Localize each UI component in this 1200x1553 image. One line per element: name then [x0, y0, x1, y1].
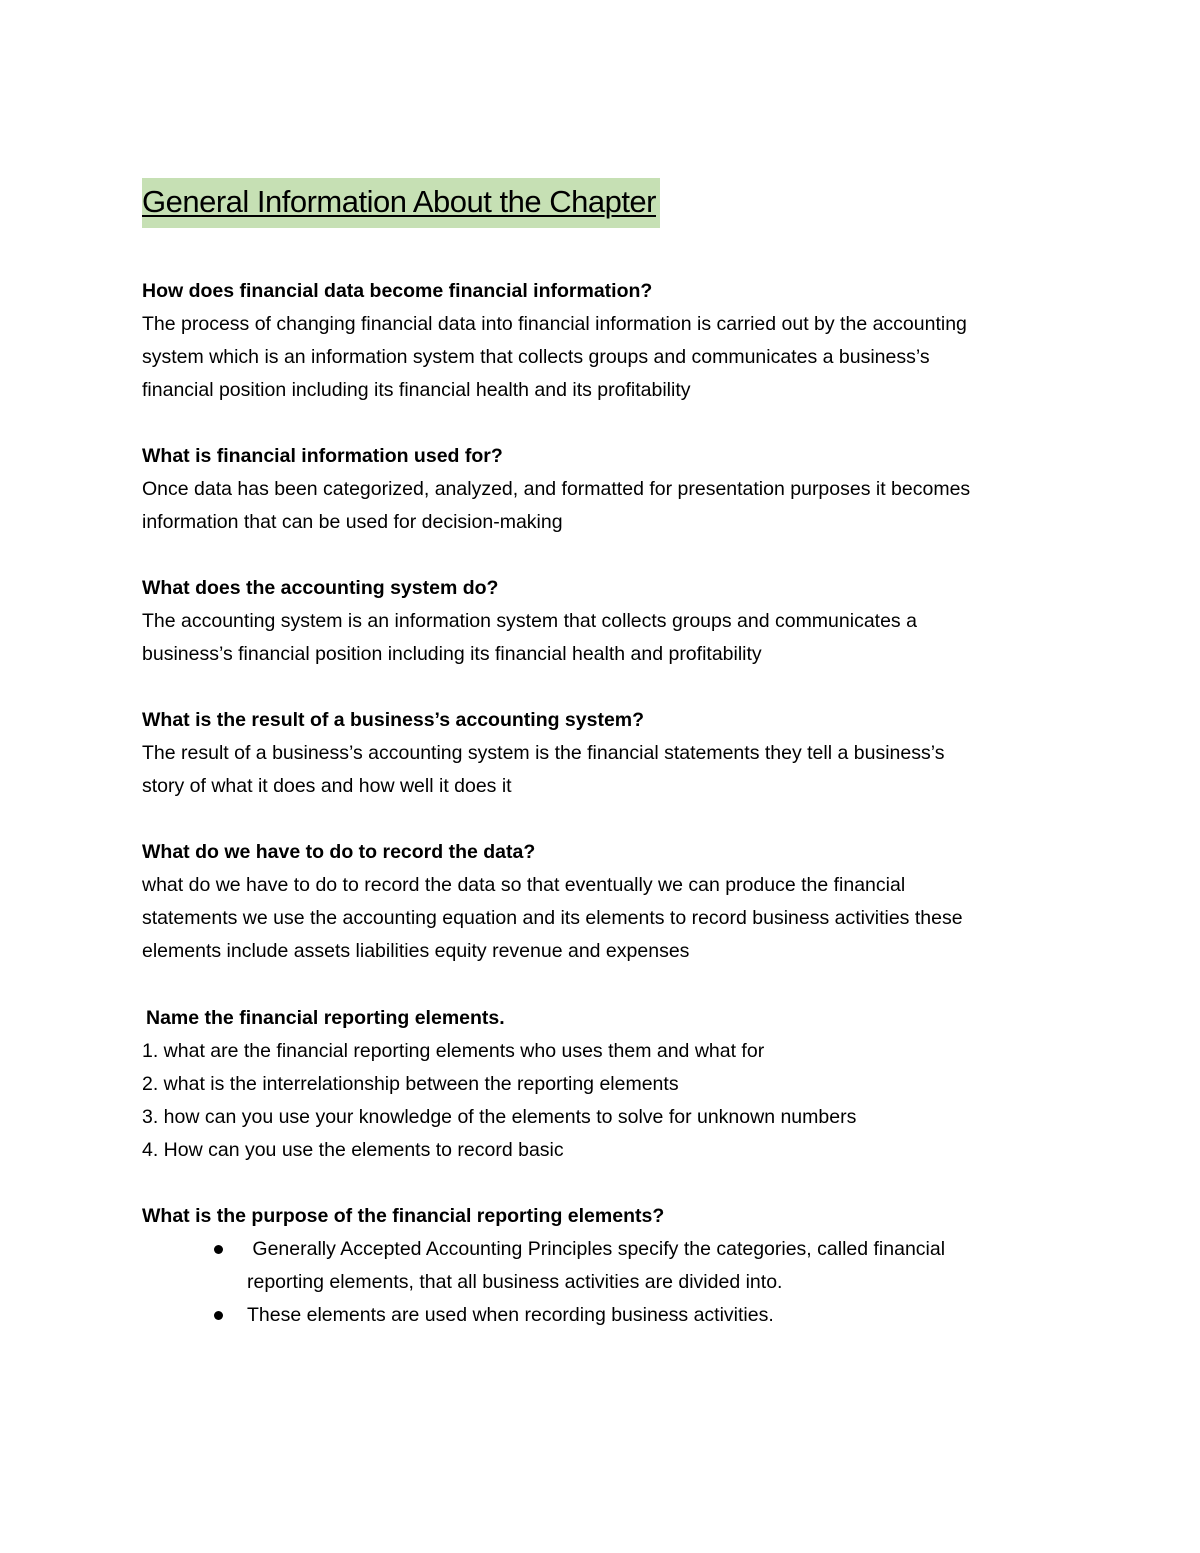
answer-line: elements include assets liabilities equity revenue and expenses: [142, 940, 690, 962]
answer-line: The result of a business’s accounting system is the financial statements they tell a business’s: [142, 742, 945, 764]
bullet-icon: [214, 1311, 223, 1320]
bullet-item: [247, 1299, 1082, 1332]
question-heading: What is financial information used for?: [142, 445, 503, 467]
elements-section: [142, 1002, 1082, 1167]
page-title: General Information About the Chapter: [142, 178, 660, 228]
bullet-item: [247, 1233, 1082, 1299]
spacer: [142, 407, 1082, 440]
question-heading: What do we have to do to record the data?: [142, 841, 536, 863]
numbered-list: [142, 1035, 1082, 1167]
question-heading: What does the accounting system do?: [142, 577, 499, 599]
answer-line: The accounting system is an information system that collects groups and communicates a: [142, 610, 917, 632]
question-heading: What is the purpose of the financial reporting elements?: [142, 1205, 665, 1227]
question-heading: Name the financial reporting elements.: [146, 1007, 505, 1029]
answer-line: information that can be used for decision-making: [142, 511, 563, 533]
spacer: [142, 803, 1082, 836]
spacer: [142, 228, 1082, 275]
answer-line: what do we have to do to record the data so that eventually we can produce the financial: [142, 874, 906, 896]
bullet-line: These elements are used when recording business activities.: [247, 1304, 774, 1326]
qa-section: [142, 704, 1082, 803]
spacer: [142, 539, 1082, 572]
bullet-line: reporting elements, that all business activities are divided into.: [247, 1271, 783, 1293]
question-heading: How does financial data become financial information?: [142, 280, 653, 302]
spacer: [142, 968, 1082, 1002]
answer-line: system which is an information system that collects groups and communicates a business’s: [142, 346, 930, 368]
list-item: 1. what are the financial reporting elements who uses them and what for: [142, 1040, 765, 1062]
bullet-icon: [214, 1245, 223, 1254]
spacer: [142, 671, 1082, 704]
purpose-section: [142, 1200, 1082, 1332]
document-page: [142, 178, 1082, 1332]
list-item: 2. what is the interrelationship between the reporting elements: [142, 1073, 679, 1095]
answer-line: statements we use the accounting equation and its elements to record business activities these: [142, 907, 963, 929]
question-heading: What is the result of a business’s accounting system?: [142, 709, 645, 731]
qa-section: [142, 836, 1082, 968]
bullet-list: [142, 1233, 1082, 1332]
spacer: [142, 1167, 1082, 1200]
answer-line: The process of changing financial data into financial information is carried out by the accounting: [142, 313, 967, 335]
qa-section: [142, 572, 1082, 671]
list-item: 4. How can you use the elements to record basic: [142, 1139, 564, 1161]
answer-line: business’s financial position including its financial health and profitability: [142, 643, 762, 665]
bullet-line: Generally Accepted Accounting Principles specify the categories, called financial: [247, 1238, 946, 1260]
answer-line: story of what it does and how well it does it: [142, 775, 512, 797]
qa-section: [142, 440, 1082, 539]
answer-line: Once data has been categorized, analyzed, and formatted for presentation purposes it becomes: [142, 478, 971, 500]
answer-line: financial position including its financial health and its profitability: [142, 379, 691, 401]
qa-section: [142, 275, 1082, 407]
list-item: 3. how can you use your knowledge of the elements to solve for unknown numbers: [142, 1106, 857, 1128]
